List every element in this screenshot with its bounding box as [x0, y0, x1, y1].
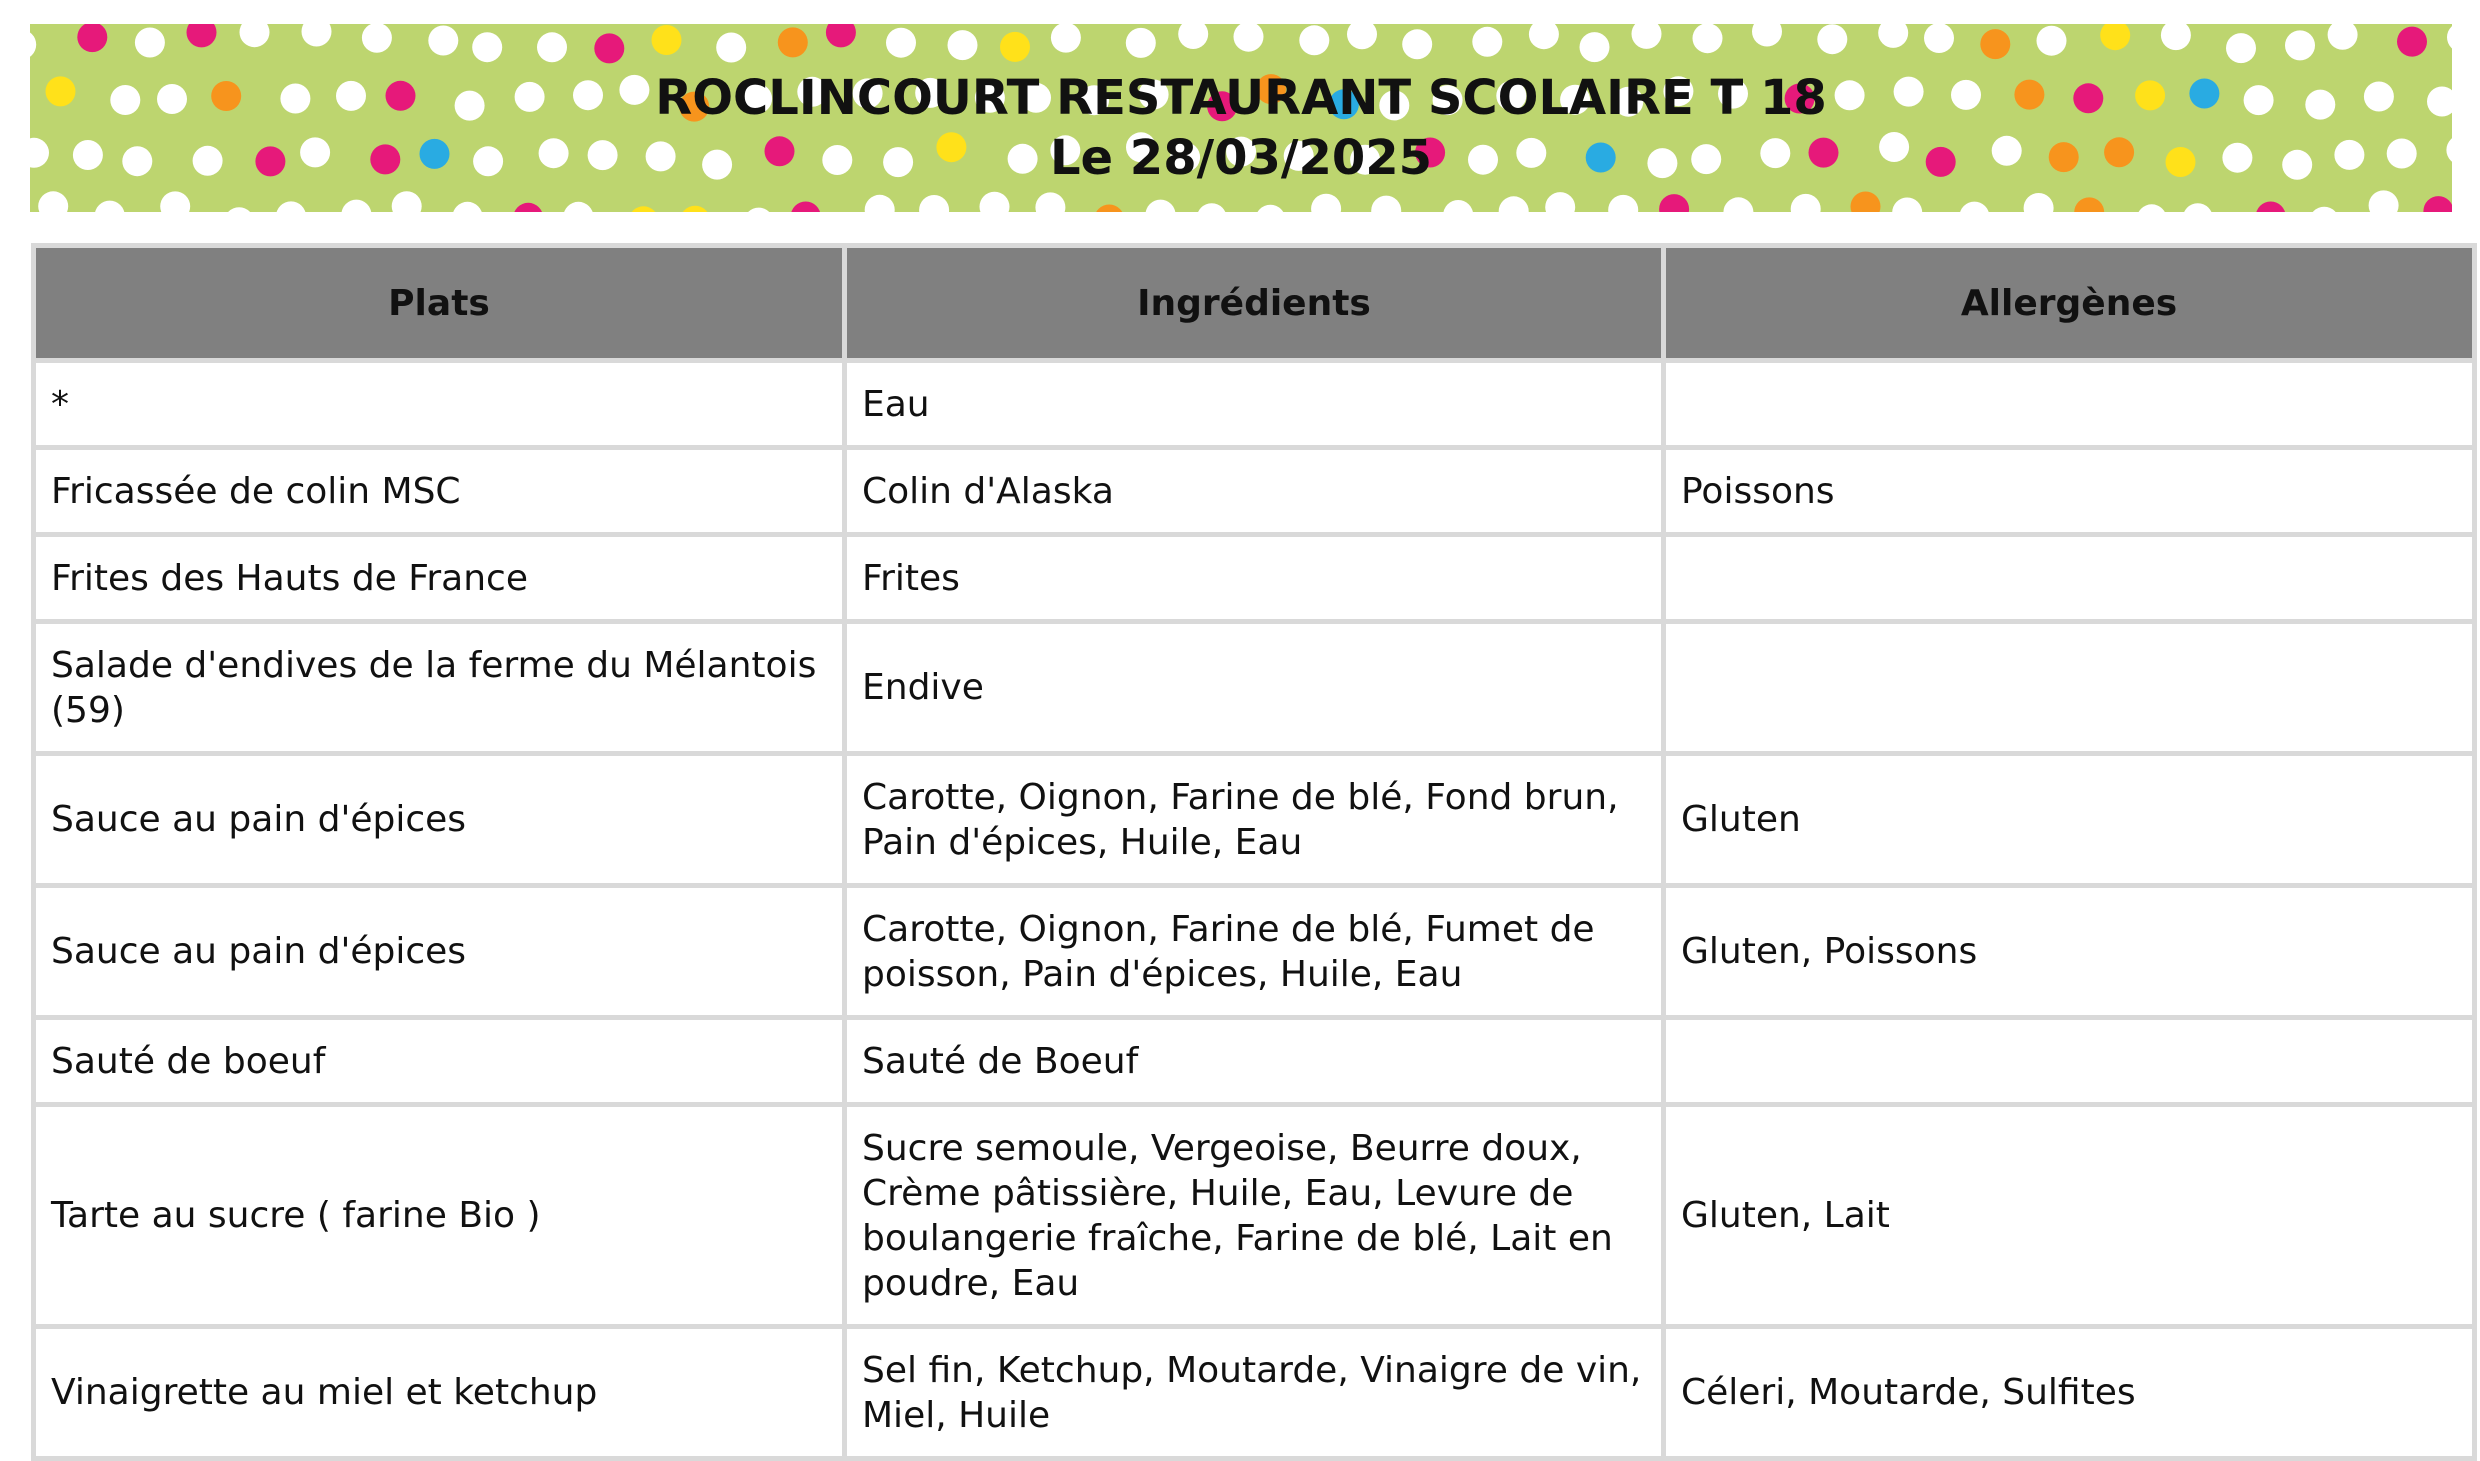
polka-dot	[1347, 24, 1377, 49]
polka-dot	[1529, 24, 1559, 49]
polka-dot	[2423, 196, 2452, 212]
ingredients-cell: Eau	[847, 363, 1661, 445]
table-row	[36, 888, 2472, 1015]
polka-dot	[2309, 207, 2339, 212]
polka-dot	[1371, 196, 1401, 212]
allergenes-cell: Gluten	[1666, 756, 2472, 883]
polka-dot	[30, 30, 36, 60]
polka-dot	[2100, 24, 2130, 50]
polka-dot	[2256, 202, 2286, 213]
polka-dot	[594, 33, 624, 63]
polka-dot	[680, 206, 710, 212]
polka-dot	[1035, 192, 1065, 212]
polka-dot	[2397, 27, 2427, 57]
allergenes-cell	[1666, 624, 2472, 751]
polka-dot	[778, 27, 808, 57]
polka-dot	[886, 28, 916, 58]
polka-dot	[362, 24, 392, 53]
column-header-ingredients: Ingrédients	[847, 248, 1661, 358]
table-row	[36, 624, 2472, 751]
ingredients-cell: Colin d'Alaska	[847, 450, 1661, 532]
table-row	[36, 1329, 2472, 1456]
plat-cell: Sauté de boeuf	[36, 1020, 842, 1102]
polka-dot	[187, 24, 217, 47]
polka-dot	[2183, 203, 2213, 212]
table-row	[36, 1020, 2472, 1102]
menu-date: Le 28/03/2025	[1049, 130, 1433, 186]
column-header-plats: Plats	[36, 248, 842, 358]
table-row	[36, 537, 2472, 619]
polka-dot	[652, 25, 682, 55]
page-title: ROCLINCOURT RESTAURANT SCOLAIRE T 18	[655, 70, 1827, 126]
polka-dot	[513, 203, 543, 212]
polka-dot	[2369, 190, 2399, 212]
polka-dot	[1980, 29, 2010, 59]
polka-dot	[302, 24, 332, 47]
polka-dot	[1255, 205, 1285, 212]
polka-dot	[1472, 27, 1502, 57]
polka-dot	[1197, 203, 1227, 212]
polka-dot	[1299, 25, 1329, 55]
polka-dot	[1443, 200, 1473, 212]
polka-dot	[38, 191, 68, 212]
polka-dot	[537, 32, 567, 62]
ingredients-cell: Sucre semoule, Vergeoise, Beurre doux, Crème pâtissière, Huile, Eau, Levure de boulangerie fraîche, Farine de blé, Lait en poudre, Eau	[847, 1107, 1661, 1324]
polka-dot	[948, 30, 978, 60]
plat-cell: Fricassée de colin MSC	[36, 450, 842, 532]
polka-dot	[919, 195, 949, 212]
polka-dot	[980, 192, 1010, 212]
allergenes-cell: Poissons	[1666, 450, 2472, 532]
polka-dot	[1817, 24, 1847, 54]
polka-dot	[1499, 196, 1529, 212]
plat-cell: Tarte au sucre ( farine Bio )	[36, 1107, 842, 1324]
table-row	[36, 1107, 2472, 1324]
polka-dot	[2024, 193, 2054, 212]
polka-dot	[2161, 24, 2191, 50]
polka-dot	[1959, 202, 1989, 212]
plat-cell: Sauce au pain d'épices	[36, 888, 842, 1015]
ingredients-cell: Carotte, Oignon, Farine de blé, Fond brun, Pain d'épices, Huile, Eau	[847, 756, 1661, 883]
allergenes-cell: Céleri, Moutarde, Sulfites	[1666, 1329, 2472, 1456]
allergenes-cell	[1666, 1020, 2472, 1102]
header-banner	[30, 24, 2452, 212]
polka-dot	[1693, 24, 1723, 53]
polka-dot	[1791, 194, 1821, 212]
polka-dot	[865, 195, 895, 212]
polka-dot	[1178, 24, 1208, 49]
ingredients-cell: Sauté de Boeuf	[847, 1020, 1661, 1102]
polka-dot	[2226, 33, 2256, 63]
polka-dot	[1632, 24, 1662, 49]
plat-cell: Sauce au pain d'épices	[36, 756, 842, 883]
banner-text	[30, 68, 2452, 188]
plat-cell: *	[36, 363, 842, 445]
polka-dot	[1146, 200, 1176, 212]
polka-dot	[1000, 32, 1030, 62]
polka-dot	[563, 202, 593, 212]
polka-dot	[826, 24, 856, 47]
column-header-allergenes: Allergènes	[1666, 248, 2472, 358]
polka-dot	[428, 26, 458, 56]
polka-dot	[1892, 198, 1922, 213]
polka-dot	[276, 201, 306, 212]
allergenes-cell	[1666, 537, 2472, 619]
allergenes-cell	[1666, 363, 2472, 445]
polka-dot	[1580, 32, 1610, 62]
ingredients-cell: Carotte, Oignon, Farine de blé, Fumet de poisson, Pain d'épices, Huile, Eau	[847, 888, 1661, 1015]
polka-dot	[135, 28, 165, 58]
ingredients-cell: Sel fin, Ketchup, Moutarde, Vinaigre de vin, Miel, Huile	[847, 1329, 1661, 1456]
polka-dot	[791, 202, 821, 213]
polka-dot	[453, 202, 483, 212]
polka-dot	[240, 24, 270, 47]
polka-dot	[1545, 192, 1575, 212]
polka-dot	[2328, 24, 2358, 50]
table-row	[36, 450, 2472, 532]
menu-table	[31, 243, 2477, 1461]
polka-dot	[392, 191, 422, 212]
ingredients-cell: Endive	[847, 624, 1661, 751]
allergenes-cell: Gluten, Poissons	[1666, 888, 2472, 1015]
polka-dot	[1851, 192, 1881, 213]
polka-dot	[1608, 195, 1638, 212]
polka-dot	[1878, 24, 1908, 48]
polka-dot	[95, 201, 125, 212]
polka-dot	[744, 208, 774, 212]
polka-dot	[2037, 26, 2067, 56]
polka-dot	[77, 24, 107, 52]
polka-dot	[472, 32, 502, 62]
polka-dot	[1752, 24, 1782, 47]
polka-dot	[341, 200, 371, 212]
allergenes-cell: Gluten, Lait	[1666, 1107, 2472, 1324]
table-row	[36, 756, 2472, 883]
table-header-row	[36, 248, 2472, 358]
plat-cell: Salade d'endives de la ferme du Mélantois (59)	[36, 624, 842, 751]
polka-dot	[2447, 24, 2452, 52]
polka-dot	[1924, 24, 1954, 53]
polka-dot	[1402, 29, 1432, 59]
polka-dot	[1234, 24, 1264, 52]
polka-dot	[2137, 204, 2167, 212]
polka-dot	[2285, 30, 2315, 60]
polka-dot	[716, 33, 746, 63]
plat-cell: Frites des Hauts de France	[36, 537, 842, 619]
polka-dot	[1659, 194, 1689, 212]
ingredients-cell: Frites	[847, 537, 1661, 619]
polka-dot	[1126, 28, 1156, 58]
polka-dot	[1094, 205, 1124, 213]
polka-dot	[1723, 197, 1753, 212]
polka-dot	[160, 191, 190, 212]
plat-cell: Vinaigrette au miel et ketchup	[36, 1329, 842, 1456]
polka-dot	[629, 206, 659, 212]
polka-dot	[2074, 197, 2104, 212]
table-row	[36, 363, 2472, 445]
polka-dot	[1311, 194, 1341, 212]
polka-dot	[1051, 24, 1081, 53]
polka-dot	[224, 207, 254, 212]
